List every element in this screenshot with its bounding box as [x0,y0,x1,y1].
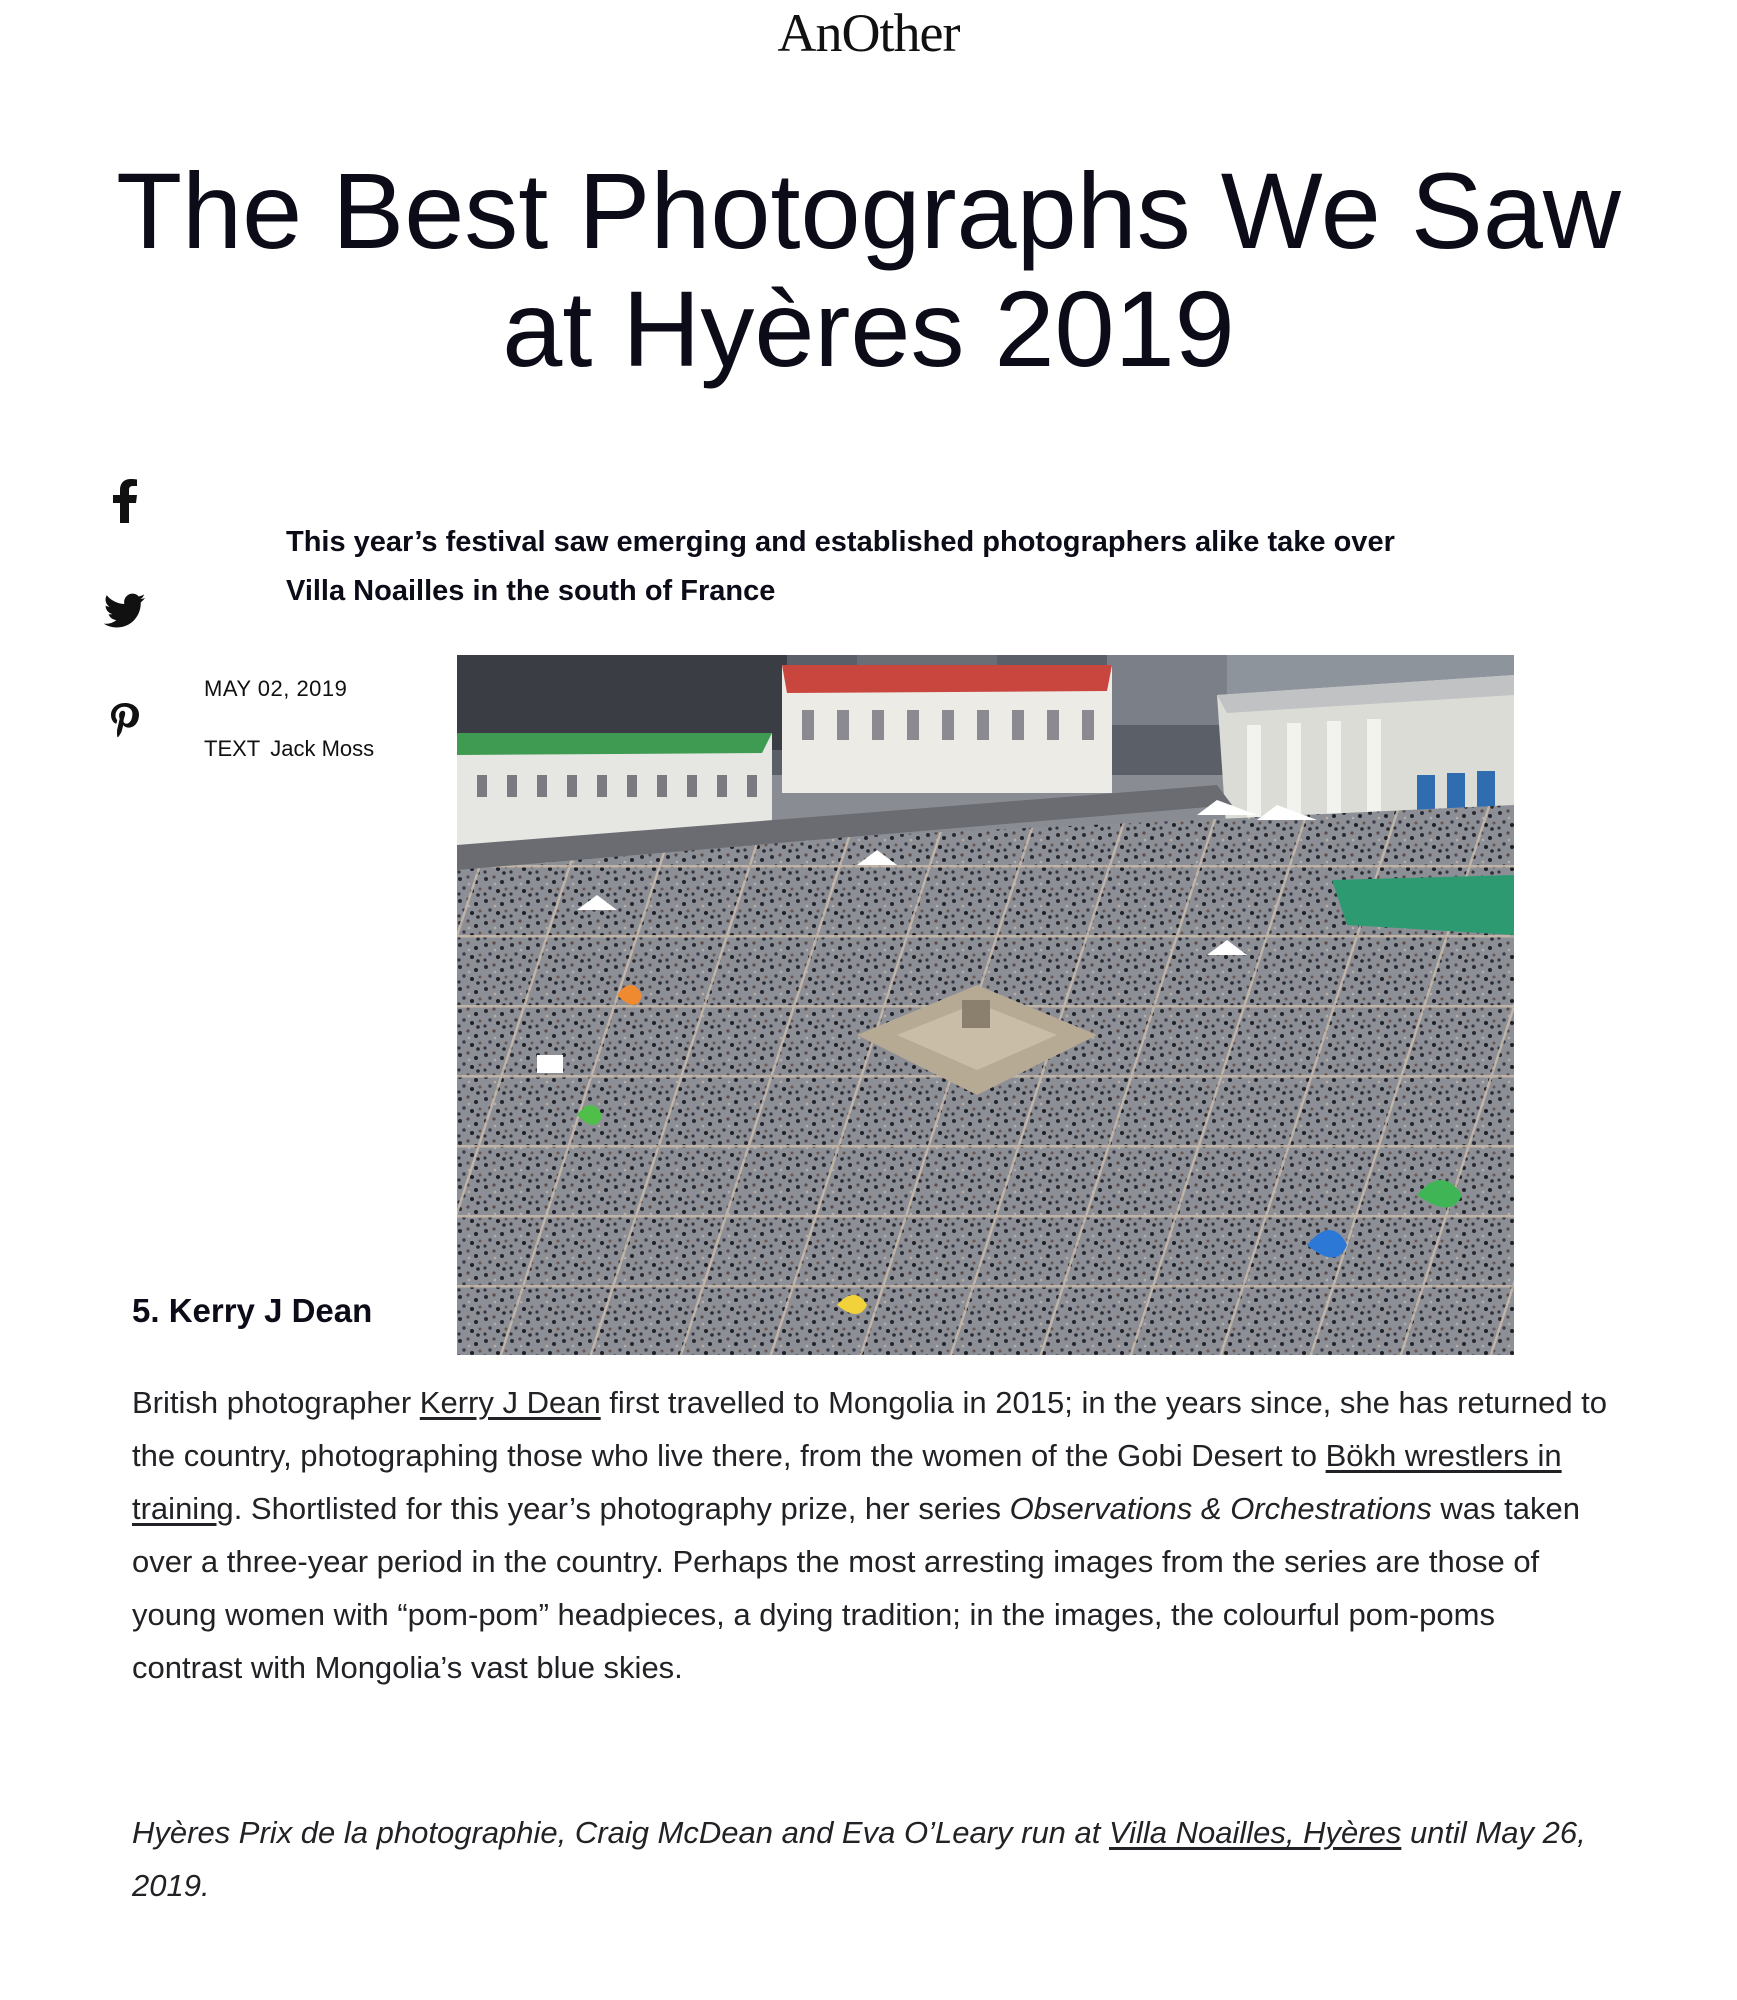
facebook-icon [112,479,138,523]
exhibition-note [132,1806,1612,1912]
article-title [100,152,1637,388]
title-line-1: The Best Photographs We Saw [116,150,1621,271]
body-intro: British photographer [132,1385,420,1420]
title-line-2: at Hyères 2019 [502,268,1235,389]
standfirst-line-2: Villa Noailles in the south of France [286,575,776,607]
standfirst-line-1: This year’s festival saw emerging and established photographers alike take over [286,526,1395,558]
twitter-icon [104,593,146,629]
author-credit [204,736,374,762]
section-heading: 5. Kerry J Dean [132,1292,373,1329]
series-title: Observations & Orchestrations [1009,1491,1432,1526]
article-photo [457,655,1514,1355]
body-part-3: . Shortlisted for this year’s photography prize, her series [233,1491,1010,1526]
body-part-4: was taken over a three-year period in the country. Perhaps the most arresting images from the series are those of young women with “pom-pom” headpieces, a dying tradition; in the images, the colourful pom-poms contrast with Mongolia’s vast blue skies. [132,1491,1580,1685]
body-part-2: first travelled to Mongolia in 2015; in the years since, she has returned to the country, photographing those who live there, from the women of the Gobi Desert to [132,1385,1608,1473]
facebook-share-button[interactable] [100,476,150,526]
note-end: until May 26, 2019. [132,1815,1586,1903]
pinterest-icon [107,699,143,745]
note-intro: Hyères Prix de la photographie, Craig McDean and Eva O’Leary run at [132,1815,1109,1850]
publish-date: MAY 02, 2019 [204,676,348,701]
author-name[interactable]: Jack Moss [270,736,375,761]
pinterest-share-button[interactable] [100,697,150,747]
wrestlers-link[interactable]: Bökh wrestlers in training [132,1438,1562,1526]
standfirst [286,518,1586,616]
photographer-link[interactable]: Kerry J Dean [419,1385,601,1420]
author-label: TEXT [204,736,261,761]
venue-link[interactable]: Villa Noailles, Hyères [1109,1815,1402,1850]
body-paragraph [132,1376,1612,1694]
twitter-share-button[interactable] [100,586,150,636]
site-logo[interactable]: AnOther [777,3,960,63]
